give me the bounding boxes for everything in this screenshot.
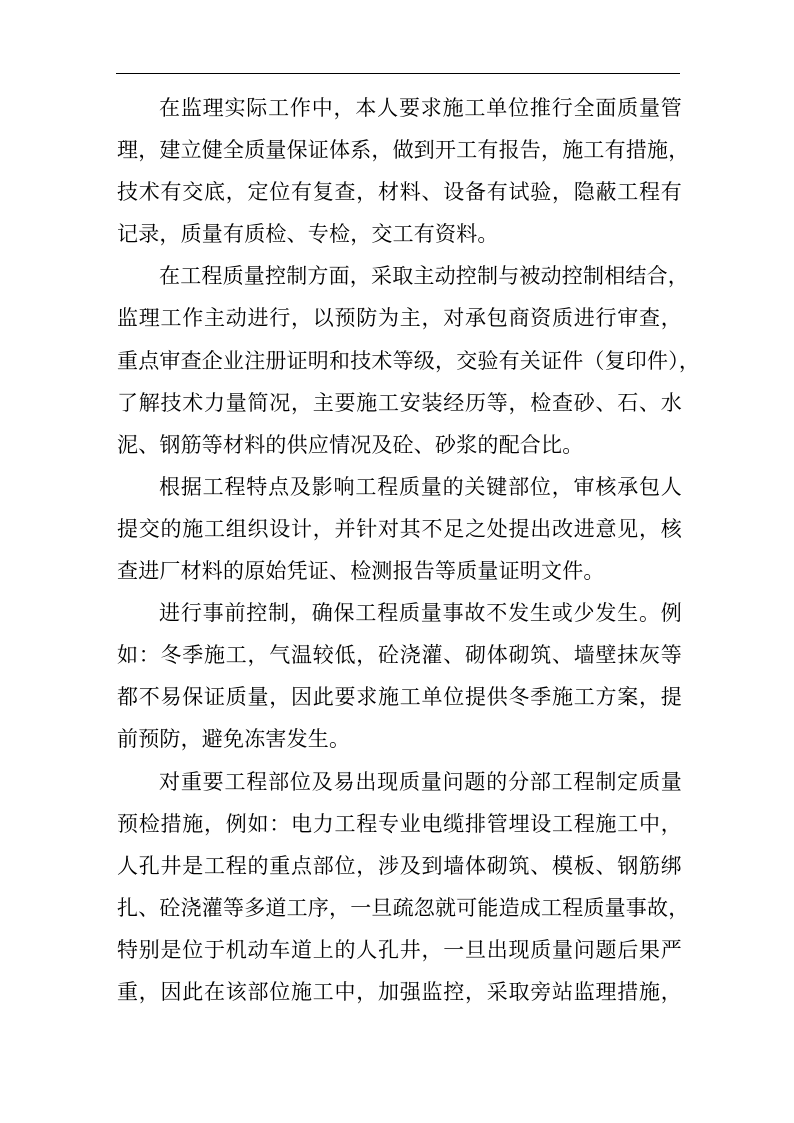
text-line: 根据工程特点及影响工程质量的关键部位，审核承包人: [159, 474, 682, 499]
text-line: 泥、钢筋等材料的供应情况及砼、砂浆的配合比。: [117, 432, 584, 457]
text-line: 查进厂材料的原始凭证、检测报告等质量证明文件。: [117, 559, 605, 584]
text-line: 重，因此在该部位施工中，加强监控，采取旁站监理措施，: [117, 979, 682, 1004]
paragraph-1: [117, 87, 690, 255]
text-line: 监理工作主动进行，以预防为主，对承包商资质进行审查，: [117, 306, 682, 331]
paragraph-5: [117, 761, 690, 1014]
text-line: 前预防，避免冻害发生。: [117, 727, 351, 752]
text-line: 如：冬季施工，气温较低，砼浇灌、砌体砌筑、墙壁抹灰等: [117, 643, 682, 668]
text-line: 都不易保证质量，因此要求施工单位提供冬季施工方案，提: [117, 685, 682, 710]
text-line: 特别是位于机动车道上的人孔井，一旦出现质量问题后果严: [117, 937, 682, 962]
paragraph-3: [117, 466, 682, 592]
paragraph-2: [117, 255, 701, 465]
text-line: 在工程质量控制方面，采取主动控制与被动控制相结合，: [159, 264, 689, 289]
text-line: 理，建立健全质量保证体系，做到开工有报告，施工有措施，: [117, 138, 690, 163]
text-line: 人孔井是工程的重点部位，涉及到墙体砌筑、模板、钢筋绑: [117, 853, 682, 878]
header-rule: [116, 73, 680, 74]
text-line: 技术有交底，定位有复查，材料、设备有试验，隐蔽工程有: [117, 180, 682, 205]
text-line: 提交的施工组织设计，并针对其不足之处提出改进意见，核: [117, 516, 682, 541]
text-line: 了解技术力量简况，主要施工安装经历等，检查砂、石、水: [117, 390, 682, 415]
text-line: 重点审查企业注册证明和技术等级，交验有关证件（复印件），: [117, 348, 701, 373]
text-line: 预检措施，例如：电力工程专业电缆排管埋设工程施工中，: [117, 811, 682, 836]
text-line: 对重要工程部位及易出现质量问题的分部工程制定质量: [159, 769, 682, 794]
text-line: 扎、砼浇灌等多道工序，一旦疏忽就可能造成工程质量事故，: [117, 895, 690, 920]
body-text: [117, 87, 701, 1013]
text-line: 在监理实际工作中，本人要求施工单位推行全面质量管: [159, 96, 682, 120]
text-line: 进行事前控制，确保工程质量事故不发生或少发生。例: [159, 601, 682, 626]
text-line: 记录，质量有质检、专检，交工有资料。: [117, 222, 499, 247]
paragraph-4: [117, 592, 682, 760]
